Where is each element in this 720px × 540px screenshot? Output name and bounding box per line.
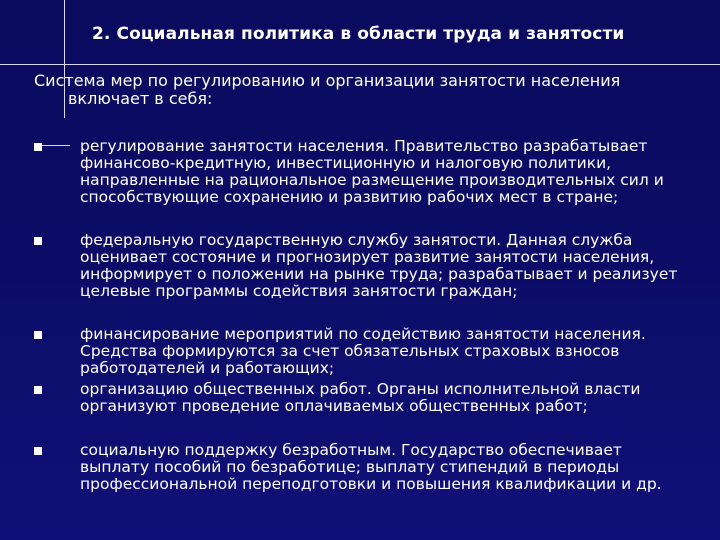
intro-line-1: Система мер по регулированию и организации занятости населения [34, 71, 621, 90]
square-bullet-icon [34, 143, 42, 151]
list-item-text: регулирование занятости населения. Правительство разрабатывает финансово-кредитную, инвестиционную и налоговую политики, направленные на рациональное размещение производительных сил и способствующие сохранению и развитию рабочих мест в стране; [80, 137, 664, 206]
list-item-text: организацию общественных работ. Органы исполнительной власти организуют проведение оплачиваемых общественных работ; [80, 380, 641, 415]
square-bullet-icon [34, 331, 42, 339]
list-item-text: финансирование мероприятий по содействию занятости населения. Средства формируются за счет обязательных страховых взносов работодателей и работающих; [80, 325, 646, 377]
list-item-text: федеральную государственную службу занятости. Данная служба оценивает состояние и прогнозирует развитие занятости населения, информирует о положении на рынке труда; разрабатывает и реализует целевые программы содействия занятости граждан; [80, 231, 678, 300]
intro-line-2: включает в себя: [68, 89, 213, 108]
slide-title: 2. Социальная политика в области труда и занятости [92, 24, 625, 44]
square-bullet-icon [34, 447, 42, 455]
horizontal-rule-short [40, 145, 70, 146]
square-bullet-icon [34, 237, 42, 245]
intro-text [34, 72, 694, 108]
square-bullet-icon [34, 386, 42, 394]
horizontal-rule [0, 64, 720, 65]
list-item-text: социальную поддержку безработным. Государство обеспечивает выплату пособий по безработице; выплату стипендий в периоды профессиональной переподготовки и повышения квалификации и др. [80, 441, 662, 493]
